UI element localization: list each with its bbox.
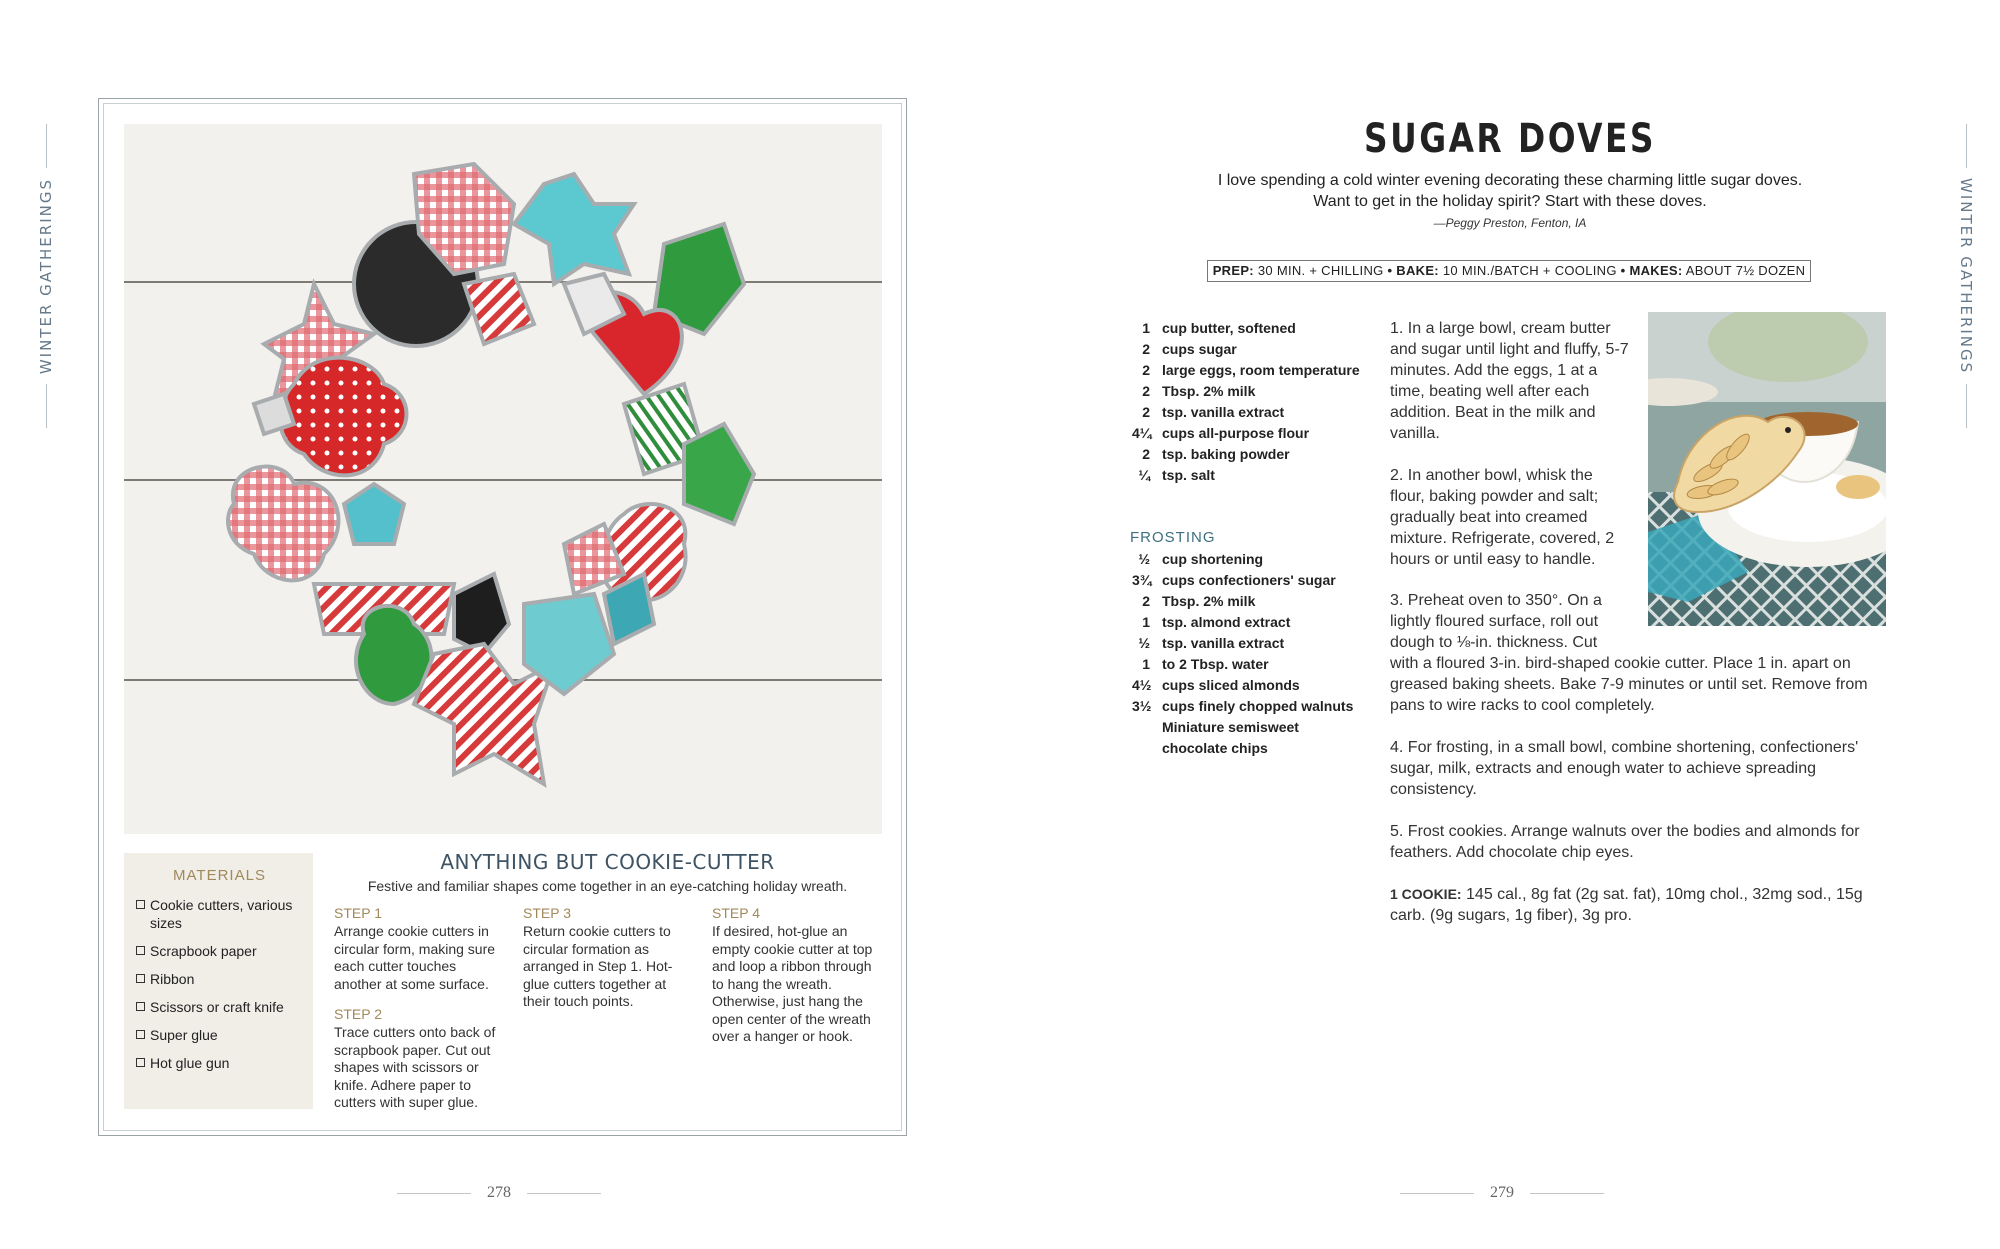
- direction-step-1: 1. In a large bowl, cream butter and sugar until light and fluffy, 5-7 minutes. Add the eggs, 1 at a time, beating well after each addition. Beat in the milk and vanilla.: [1390, 320, 1629, 442]
- ingredient-row: 2 cups sugar: [1142, 341, 1237, 357]
- checkbox-icon: [136, 1002, 145, 1011]
- recipe-meta-bar: PREP: 30 MIN. + CHILLING • BAKE: 10 MIN./BATCH + COOLING • MAKES: ABOUT 7½ DOZEN: [1207, 260, 1811, 282]
- craft-step-1: [334, 905, 504, 993]
- step-label: STEP 2: [334, 1006, 382, 1022]
- materials-item: Scrapbook paper: [136, 942, 303, 960]
- materials-item: Hot glue gun: [136, 1054, 303, 1072]
- materials-box: [124, 853, 313, 1109]
- nutrition-text: 145 cal., 8g fat (2g sat. fat), 10mg chol., 32mg sod., 15g carb. (9g sugars, 1g fiber), 3g pro.: [1390, 886, 1863, 924]
- craft-step-2: [334, 1006, 504, 1112]
- ingredient-row: 2 tsp. baking powder: [1142, 446, 1290, 462]
- section-label-left: [36, 124, 56, 428]
- ingredient-row: ¼ tsp. salt: [1138, 467, 1215, 483]
- step-label: STEP 3: [523, 905, 571, 921]
- step-text: If desired, hot-glue an empty cookie cutter at top and loop a ribbon through to hang the wreath. Otherwise, just hang the open center of the wreath over a hanger or hook.: [712, 923, 873, 1044]
- nutrition-facts: [1390, 884, 1870, 926]
- ingredient-row: 2 Tbsp. 2% milk: [1142, 593, 1256, 609]
- step-text: Arrange cookie cutters in circular form, making sure each cutter touches another at some surface.: [334, 923, 496, 992]
- ingredient-row: 1 tsp. almond extract: [1142, 614, 1291, 630]
- recipe-title: SUGAR DOVES: [1364, 116, 1656, 162]
- craft-step-4: [712, 905, 882, 1046]
- direction-step-2: 2. In another bowl, whisk the flour, baking powder and salt; gradually beat into creamed mixture. Refrigerate, covered, 2 hours or until easy to handle.: [1390, 467, 1615, 568]
- step-label: STEP 4: [712, 905, 760, 921]
- frosting-ingredients-list: [1132, 549, 1362, 759]
- step-label: STEP 1: [334, 905, 382, 921]
- materials-item: Cookie cutters, various sizes: [136, 896, 303, 932]
- ingredients-list: [1132, 318, 1362, 486]
- craft-title: ANYTHING BUT COOKIE-CUTTER: [440, 850, 775, 874]
- page-number-right: 279: [1400, 1184, 1604, 1202]
- ingredient-row: 1 to 2 Tbsp. water: [1142, 656, 1269, 672]
- checkbox-icon: [136, 1030, 145, 1039]
- direction-step-3: 3. Preheat oven to 350°. On a lightly floured surface, roll out dough to ⅛-in. thickness. Cut with a floured 3-in. bird-shaped cookie cutter. Place 1 in. apart on greased baking sheets. Bake 7-9 minutes or until set. Remove from pans to wire racks to cool completely.: [1390, 592, 1868, 714]
- materials-heading: MATERIALS: [173, 867, 266, 884]
- page-number-left: 278: [397, 1184, 601, 1202]
- materials-list: [136, 896, 303, 1072]
- materials-item: Scissors or craft knife: [136, 998, 303, 1016]
- ingredient-row: 2 Tbsp. 2% milk: [1142, 383, 1256, 399]
- section-label-right-text: WINTER GATHERINGS: [1957, 178, 1975, 375]
- checkbox-icon: [136, 1058, 145, 1067]
- recipe-credit: —Peggy Preston, Fenton, IA: [1433, 216, 1587, 230]
- direction-step-5: 5. Frost cookies. Arrange walnuts over the bodies and almonds for feathers. Add chocolate chip eyes.: [1390, 823, 1860, 861]
- craft-subtitle: Festive and familiar shapes come together in an eye-catching holiday wreath.: [367, 878, 848, 894]
- ingredient-row: ½ tsp. vanilla extract: [1138, 635, 1285, 651]
- section-label-right: [1956, 124, 1976, 428]
- materials-item: Super glue: [136, 1026, 303, 1044]
- ingredient-row: 4½ cups sliced almonds: [1132, 677, 1300, 693]
- ingredient-row: 3¾ cups confectioners' sugar: [1132, 572, 1336, 588]
- ingredient-row: 2 tsp. vanilla extract: [1142, 404, 1285, 420]
- recipe-intro: I love spending a cold winter evening decorating these charming little sugar doves. Want to get in the holiday spirit? Start with these doves.: [1217, 172, 1803, 210]
- checkbox-icon: [136, 946, 145, 955]
- step-text: Return cookie cutters to circular formation as arranged in Step 1. Hot-glue cutters together at their touch points.: [523, 923, 673, 1009]
- materials-item: Ribbon: [136, 970, 303, 988]
- step-text: Trace cutters onto back of scrapbook paper. Cut out shapes with scissors or knife. Adhere paper to cutters with super glue.: [334, 1024, 496, 1110]
- checkbox-icon: [136, 900, 145, 909]
- ingredient-row: ½ cup shortening: [1138, 551, 1264, 567]
- frosting-heading: FROSTING: [1130, 529, 1216, 546]
- cookie-cutter-wreath-photo: [124, 124, 882, 834]
- section-label-left-text: WINTER GATHERINGS: [37, 178, 55, 375]
- checkbox-icon: [136, 974, 145, 983]
- ingredient-row: 1 cup butter, softened: [1142, 320, 1296, 336]
- craft-step-3: [523, 905, 693, 1011]
- ingredient-row: Miniature semisweet chocolate chips: [1162, 719, 1299, 756]
- ingredient-row: 4¼ cups all-purpose flour: [1132, 425, 1310, 441]
- ingredient-row: 3½ cups finely chopped walnuts: [1132, 698, 1354, 714]
- ingredient-row: 2 large eggs, room temperature: [1142, 362, 1360, 378]
- direction-step-4: 4. For frosting, in a small bowl, combine shortening, confectioners' sugar, milk, extracts and enough water to achieve spreading consistency.: [1390, 739, 1859, 798]
- sugar-dove-cookie-photo: [1648, 312, 1886, 626]
- nutrition-label: 1 COOKIE:: [1390, 886, 1462, 902]
